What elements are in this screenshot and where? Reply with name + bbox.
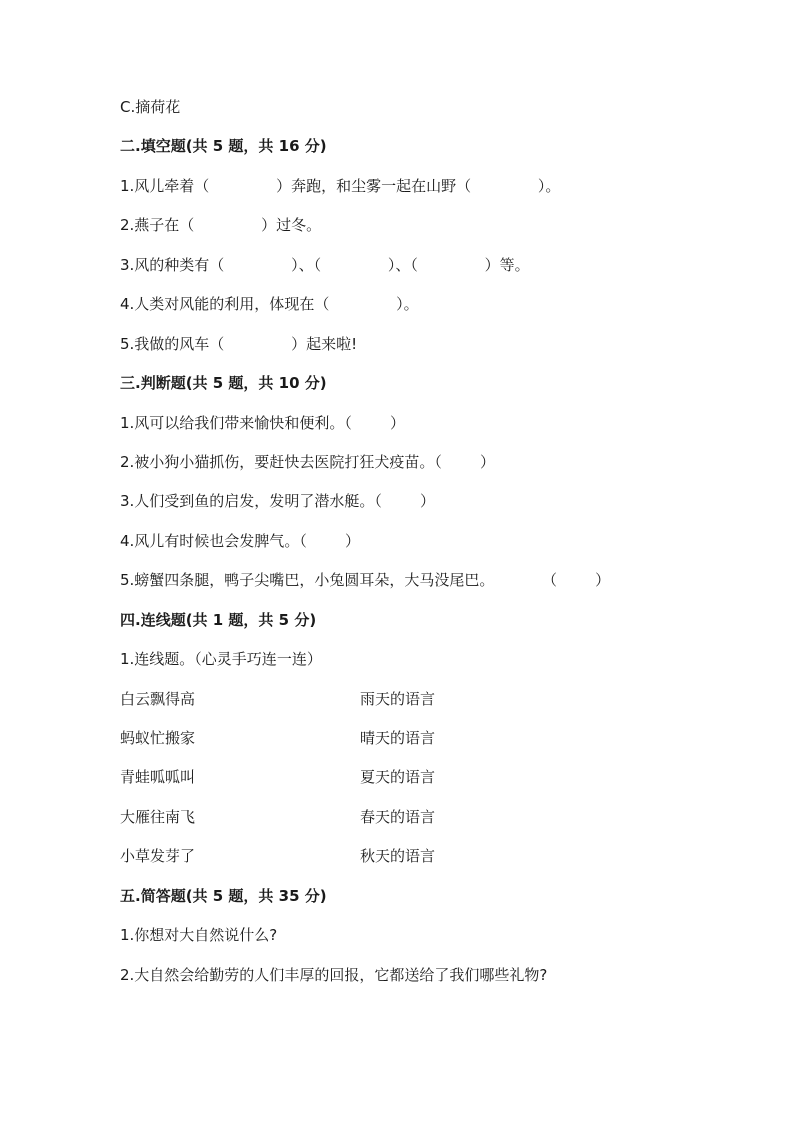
fill-blank-q2: 2.燕子在（ ）过冬。 [120,216,322,234]
matching-right-item: 晴天的语言 [360,729,436,747]
true-false-q1: 1.风可以给我们带来愉快和便利。（ ） [120,414,405,432]
matching-right-item: 夏天的语言 [360,768,436,786]
fill-blank-q3: 3.风的种类有（ ）、（ ）、（ ）等。 [120,256,530,274]
true-false-q2: 2.被小狗小猫抓伤，要赶快去医院打狂犬疫苗。（ ） [120,453,495,471]
fill-blank-q1: 1.风儿牵着（ ）奔跑，和尘雾一起在山野（ ）。 [120,177,561,195]
section-true-false-title: 三.判断题(共 5 题，共 10 分) [120,374,327,392]
matching-left-item: 小草发芽了 [120,847,196,865]
matching-left-item: 大雁往南飞 [120,808,196,826]
matching-left-item: 白云飘得高 [120,690,196,708]
true-false-q4: 4.风儿有时候也会发脾气。（ ） [120,532,360,550]
fill-blank-q4: 4.人类对风能的利用，体现在（ ）。 [120,295,419,313]
matching-left-item: 蚂蚁忙搬家 [120,729,196,747]
matching-q1: 1.连线题。（心灵手巧连一连） [120,650,322,668]
fill-blank-q5: 5.我做的风车（ ）起来啦! [120,335,358,353]
matching-right-item: 秋天的语言 [360,847,436,865]
true-false-q5: 5.螃蟹四条腿，鸭子尖嘴巴，小兔圆耳朵，大马没尾巴。 （ ） [120,571,611,589]
true-false-q3: 3.人们受到鱼的启发，发明了潜水艇。（ ） [120,492,435,510]
short-answer-q1: 1.你想对大自然说什么? [120,926,278,944]
option-c: C.摘荷花 [120,98,181,116]
short-answer-q2: 2.大自然会给勤劳的人们丰厚的回报，它都送给了我们哪些礼物? [120,966,548,984]
section-short-answer-title: 五.简答题(共 5 题，共 35 分) [120,887,327,905]
matching-left-item: 青蛙呱呱叫 [120,768,196,786]
section-fill-blank-title: 二.填空题(共 5 题，共 16 分) [120,137,327,155]
matching-right-item: 春天的语言 [360,808,436,826]
section-matching-title: 四.连线题(共 1 题，共 5 分) [120,611,317,629]
matching-right-item: 雨天的语言 [360,690,436,708]
